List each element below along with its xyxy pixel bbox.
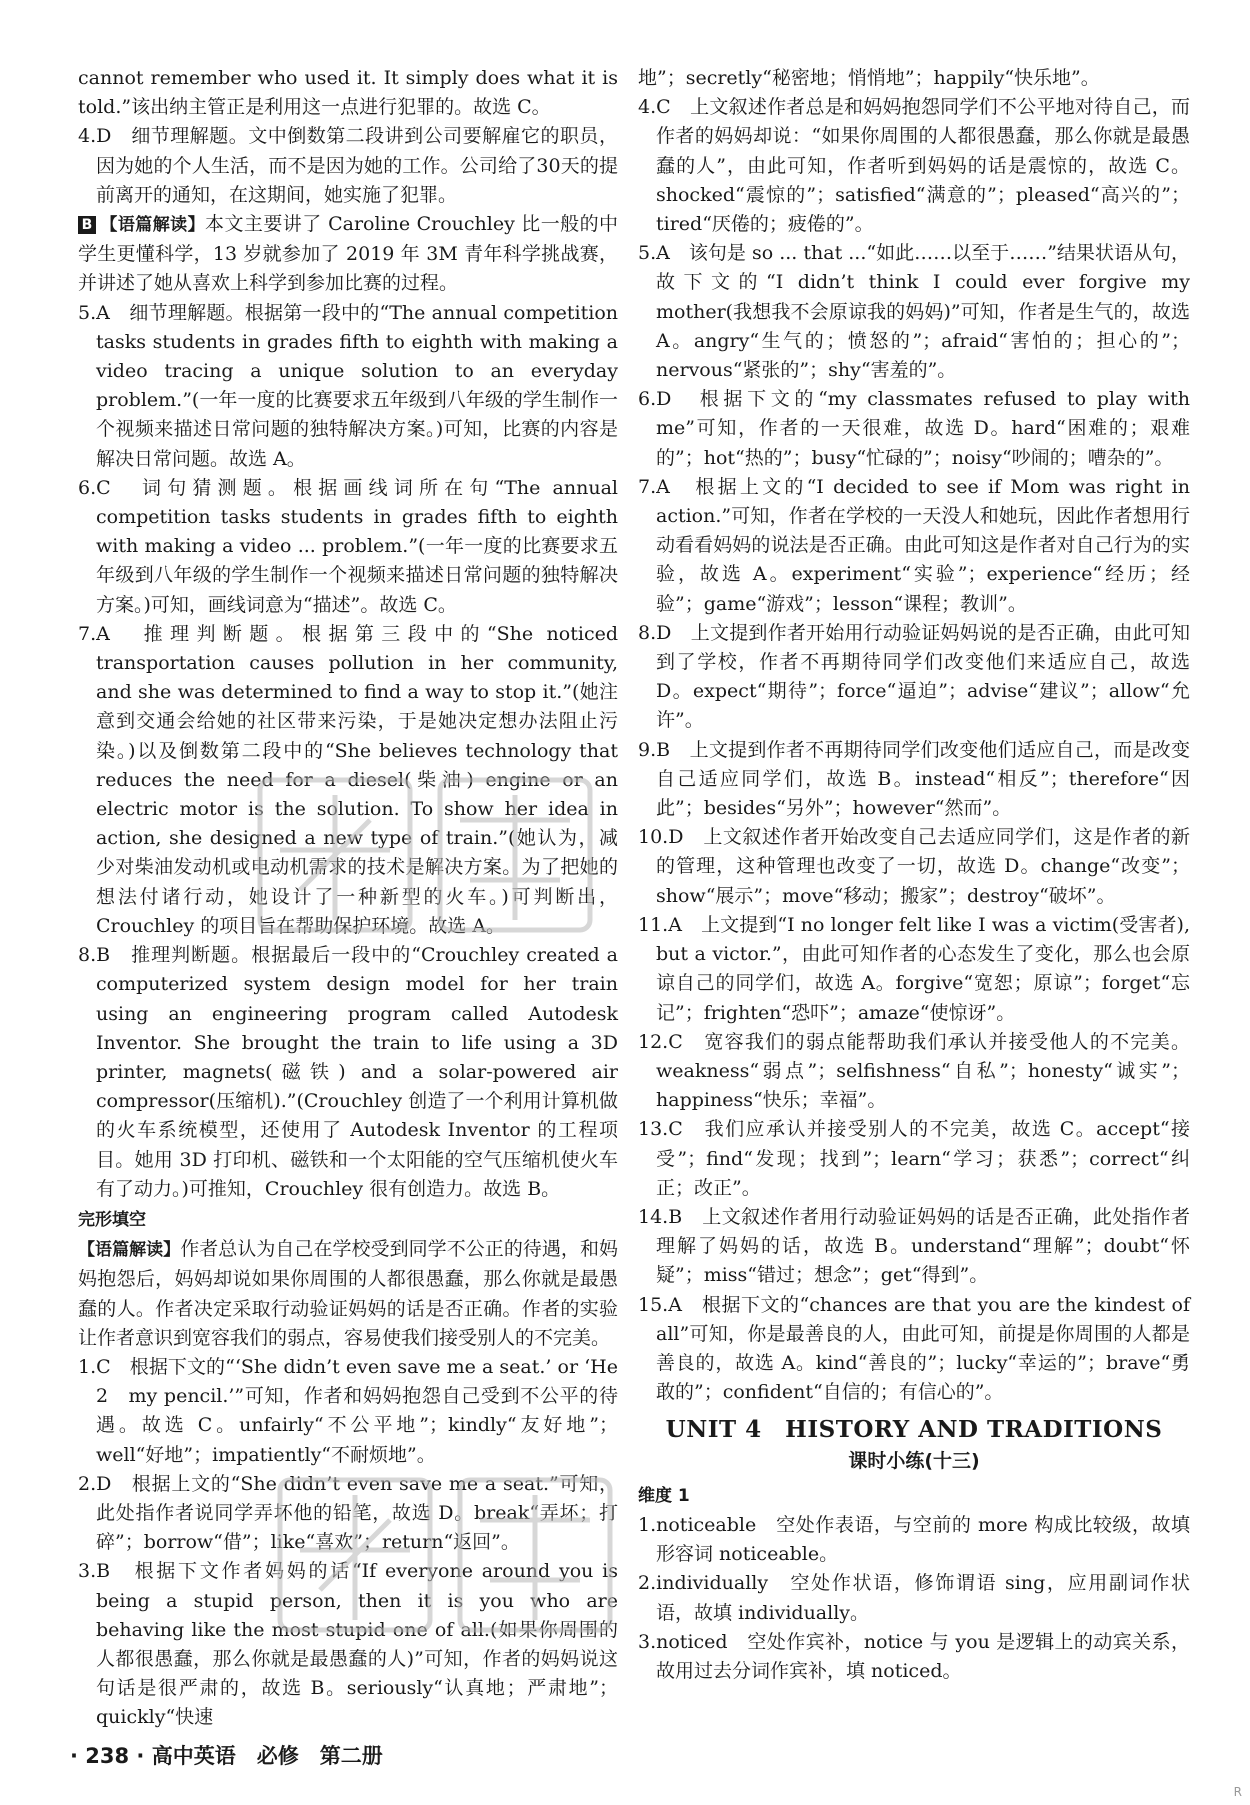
cloze-answer-5: 5.A 该句是 so ... that ...“如此……以至于……”结果状语从句，故下文的“I didn’t think I could ever forgive my mother(我想我不会原谅我的妈妈)”可知，作者是生气的，故选 A。angry“生气的；愤怒的”；afraid“害怕的；担心的”；nervous“紧张的”；shy“害羞的”。	[638, 242, 1190, 382]
page-footer: · 238 · 高中英语 必修 第二册	[70, 1744, 383, 1768]
cloze-answer-1: 1.C 根据下文的“‘She didn’t even save me a seat.’ or ‘He 2 my pencil.’”可知，作者和妈妈抱怨自己受到不公平的待遇。故选 C。unfairly“不公平地”；kindly“友好地”；well“好地”；impatiently“不耐烦地”。	[78, 1355, 638, 1466]
passage-b-tag: B	[78, 216, 96, 234]
answer-5: 5.A 细节理解题。根据第一段中的“The annual competition tasks students in grades fifth to eighth with making a video tracing a unique solution to an everyday problem.”(一年一度的比赛要求五年级到八年级的学生制作一个视频来描述日常问题的独特解决方案。)可知，比赛的内容是解决日常问题。故选 A。	[78, 301, 618, 470]
cloze-answer-10: 10.D 上文叙述作者开始改变自己去适应同学们，这是作者的新的管理，这种管理也改变了一切，故选 D。change“改变”；show“展示”；move“移动；搬家”；destroy“破坏”。	[638, 826, 1190, 907]
passage-b-intro	[78, 210, 618, 299]
cloze-answer-13: 13.C 我们应承认并接受别人的不完美，故选 C。accept“接受”；find“发现；找到”；learn“学习；获悉”；correct“纠正；改正”。	[638, 1118, 1190, 1199]
answer-8: 8.B 推理判断题。根据最后一段中的“Crouchley created a computerized system design model for her train using an engineering program called Autodesk Inventor. She brought the train to life using a 3D printer, magnets(磁铁) and a solar-powered air compressor(压缩机).”(Crouchley 创造了一个利用计算机做的火车系统模型，还使用了 Autodesk Inventor 的工程项目。她用 3D 打印机、磁铁和一个太阳能的空气压缩机使火车有了动力。)可推知，Crouchley 很有创造力。故选 B。	[78, 944, 618, 1200]
right-column	[638, 64, 1190, 1686]
lesson-title: 课时小练(十三)	[848, 1449, 980, 1472]
cloze-answer-14: 14.B 上文叙述作者用行动验证妈妈的话是否正确，此处指作者理解了妈妈的话，故选 B。understand“理解”；doubt“怀疑”；miss“错过；想念”；get“得到”。	[638, 1205, 1190, 1287]
unit-title: UNIT 4 HISTORY AND TRADITIONS	[665, 1416, 1163, 1444]
passage-b-label: 【语篇解读】	[100, 215, 206, 236]
cloze-heading: 完形填空	[78, 1209, 146, 1230]
cloze-answer-9: 9.B 上文提到作者不再期待同学们改变他们适应自己，而是改变自己适应同学们，故选 B。instead“相反”；therefore“因此”；besides“另外”；however“然而”。	[638, 738, 1190, 820]
dimension-answer-1: 1.noticeable 空处作表语，与空前的 more 构成比较级，故填形容词 noticeable。	[638, 1513, 1190, 1566]
answer-continued: cannot remember who used it. It simply does what it is told.”该出纳主管正是利用这一点进行犯罪的。故选 C。	[78, 67, 618, 119]
left-column	[78, 64, 638, 1733]
cloze-answer-8: 8.D 上文提到作者开始用行动验证妈妈说的是否正确，由此可知到了学校，作者不再期待同学们改变他们来适应自己，故选 D。expect“期待”；force“逼迫”；advise“建议”；allow“允许”。	[638, 621, 1190, 732]
answer-7: 7.A 推理判断题。根据第三段中的“She noticed transportation causes pollution in her community, and she was determined to find a way to stop it.”(她注意到交通会给她的社区带来污染，于是她决定想办法阻止污染。)以及倒数第二段中的“She believes technology that reduces the need for a diesel(柴油) engine or an electric motor is the solution. To show her idea in action, she designed a new type of train.”(她认为，减少对柴油发动机或电动机需求的技术是解决方案。为了把她的想法付诸行动，她设计了一种新型的火车。)可判断出，Crouchley 的项目旨在帮助保护环境。故选 A。	[78, 622, 618, 937]
dimension-heading: 维度 1	[638, 1485, 690, 1506]
cloze-text: 作者总认为自己在学校受到同学不公正的待遇，和妈妈抱怨后，妈妈却说如果你周围的人都很愚蠢，那么你就是最愚蠢的人。作者决定采取行动验证妈妈的话是否正确。作者的实验让作者意识到宽容我们的弱点，容易使我们接受别人的不完美。	[78, 1238, 618, 1349]
cloze-answer-11: 11.A 上文提到“I no longer felt like I was a victim(受害者), but a victor.”，由此可知作者的心态发生了变化，那么也会原谅自己的同学们，故选 A。forgive“宽恕；原谅”；forget“忘记”；frighten“恐吓”；amaze“使惊讶”。	[638, 913, 1190, 1024]
cloze-label: 【语篇解读】	[78, 1240, 181, 1261]
cloze-answer-3-continued: 地”；secretly“秘密地；悄悄地”；happily“快乐地”。	[638, 67, 1100, 89]
answer-4: 4.D 细节理解题。文中倒数第二段讲到公司要解雇它的职员，因为她的个人生活，而不是因为她的工作。公司给了30天的提前离开的通知，在这期间，她实施了犯罪。	[78, 125, 618, 206]
dimension-answer-3: 3.noticed 空处作宾补，notice 与 you 是逻辑上的动宾关系，故用过去分词作宾补，填 noticed。	[638, 1630, 1190, 1682]
corner-mark: R	[1233, 1785, 1242, 1799]
answer-6: 6.C 词句猜测题。根据画线词所在句“The annual competition tasks students in grades fifth to eighth with making a video ... problem.”(一年一度的比赛要求五年级到八年级的学生制作一个视频来描述日常问题的独特解决方案。)可知，画线词意为“描述”。故选 C。	[78, 476, 618, 616]
dimension-answer-2: 2.individually 空处作状语，修饰谓语 sing，应用副词作状语，故填 individually。	[638, 1572, 1190, 1624]
cloze-answer-12: 12.C 宽容我们的弱点能帮助我们承认并接受他人的不完美。weakness“弱点”；selfishness“自私”；honesty“诚实”；happiness“快乐；幸福”。	[638, 1030, 1190, 1112]
cloze-answer-6: 6.D 根据下文的“my classmates refused to play with me”可知，作者的一天很难，故选 D。hard“困难的；艰难的”；hot“热的”；busy“忙碌的”；noisy“吵闹的；嘈杂的”。	[638, 388, 1190, 469]
cloze-answer-4: 4.C 上文叙述作者总是和妈妈抱怨同学们不公平地对待自己，而作者的妈妈却说：“如果你周围的人都很愚蠢，那么你就是最愚蠢的人”，由此可知，作者听到妈妈的话是震惊的，故选 C。shocked“震惊的”；satisfied“满意的”；pleased“高兴的”；tired“厌倦的；疲倦的”。	[638, 96, 1190, 236]
cloze-answer-2: 2.D 根据上文的“She didn’t even save me a seat.”可知，此处指作者说同学弄坏他的铅笔，故选 D。break“弄坏；打碎”；borrow“借”；like“喜欢”；return“返回”。	[78, 1472, 618, 1554]
cloze-answer-7: 7.A 根据上文的“I decided to see if Mom was right in action.”可知，作者在学校的一天没人和她玩，因此作者想用行动看看妈妈的说法是否正确。由此可知这是作者对自己行为的实验，故选 A。experiment“实验”；experience“经历；经验”；game“游戏”；lesson“课程；教训”。	[638, 475, 1190, 615]
passage-b-text: 本文主要讲了 Caroline Crouchley 比一般的中学生更懂科学，13 岁就参加了 2019 年 3M 青年科学挑战赛，并讲述了她从喜欢上科学到参加比赛的过程。	[78, 213, 619, 295]
cloze-answer-15: 15.A 根据下文的“chances are that you are the kindest of all”可知，你是最善良的人，由此可知，前提是你周围的人都是善良的，故选 A。kind“善良的”；lucky“幸运的”；brave“勇敢的”；confident“自信的；有信心的”。	[638, 1293, 1190, 1404]
cloze-answer-3: 3.B 根据下文作者妈妈的话“If everyone around you is being a stupid person, then it is you who are behaving like the most stupid one of all.(如果你周围的人都很愚蠢，那么你就是最愚蠢的人)”可知，作者的妈妈说这句话是很严肃的，故选 B。seriously“认真地；严肃地”；quickly“快速	[78, 1560, 618, 1729]
cloze-intro	[78, 1235, 618, 1353]
